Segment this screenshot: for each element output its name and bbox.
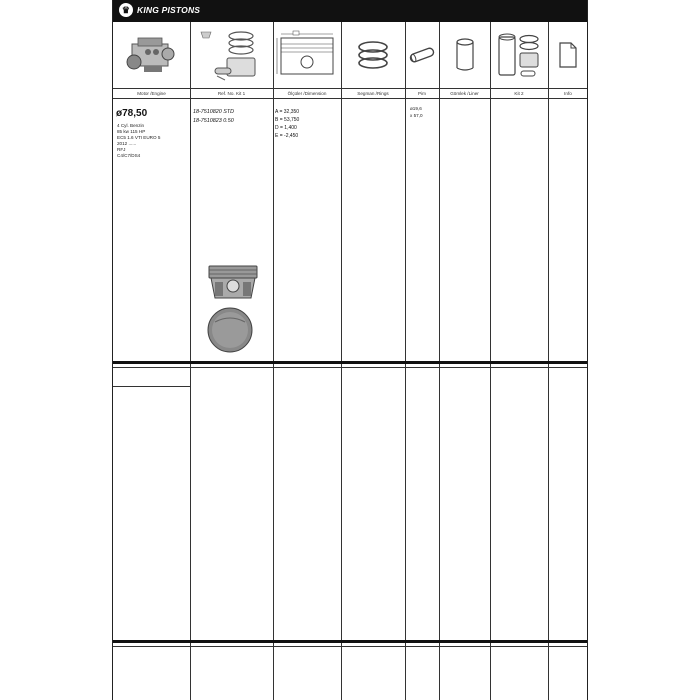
pin-diameter: ø19,6 [410,106,422,111]
piston-side-image [205,264,261,300]
king-logo-icon: ♛ [119,3,133,17]
pin-spec [410,106,423,119]
engine-line: 4 Cyl. Benzin [117,123,145,128]
dimension-diagram-icon [273,22,341,88]
piston-top-image [205,306,255,354]
col-header-rings: Segman /Rings [357,90,389,96]
brand-name: KING PISTONS [137,5,201,15]
engine-icon [113,22,190,88]
liner-icon [439,22,490,88]
engine-line: 2012 ...... [117,141,137,146]
catalog-sheet [112,0,588,700]
kit2-icon [490,22,548,88]
engine-line: RFJ [117,147,126,152]
row-divider [113,386,190,387]
header-bar [113,0,587,22]
col-header-liner: Gömlek /Liner [450,90,479,96]
col-header-dimension: Ölçüler /Dimension [287,90,327,96]
col-header-engine: Motor /Engine [137,90,166,96]
row-divider [113,98,587,99]
ref-number-list [193,108,234,126]
col-header-info: Info [564,90,572,96]
rings-icon [341,22,405,88]
pin-icon [405,22,439,88]
row-divider [113,640,587,643]
ref-number[interactable]: 18-7510820 STD [193,109,235,115]
dimension-list [275,108,299,140]
document-icon [548,22,588,88]
engine-line: C4/C7/DS4 [117,153,141,158]
row-divider [113,361,587,364]
row-divider [113,646,587,647]
col-header-ref: Ref. No. Kit 1 [217,90,246,96]
dimension-value: A = 32,350 [275,109,300,115]
row-divider [113,367,587,368]
dimension-value: B = 53,750 [275,117,300,123]
engine-description [117,123,160,159]
piston-kit-icon [190,22,273,88]
ref-number[interactable]: 18-7510823 0.50 [193,118,234,124]
dimension-value: D = 1,400 [275,125,297,131]
col-header-pin: Pim [418,90,426,96]
engine-bore: ø78,50 [116,108,148,119]
engine-line: 85 kw 115 HP [117,129,146,134]
brand [119,3,200,17]
dimension-value: E = -2,450 [275,133,299,139]
col-header-kit2: Kit 2 [514,90,524,96]
engine-line: EC5 1.6 VTI EURO 5 [117,135,161,140]
pin-length: x 57,0 [410,112,423,118]
